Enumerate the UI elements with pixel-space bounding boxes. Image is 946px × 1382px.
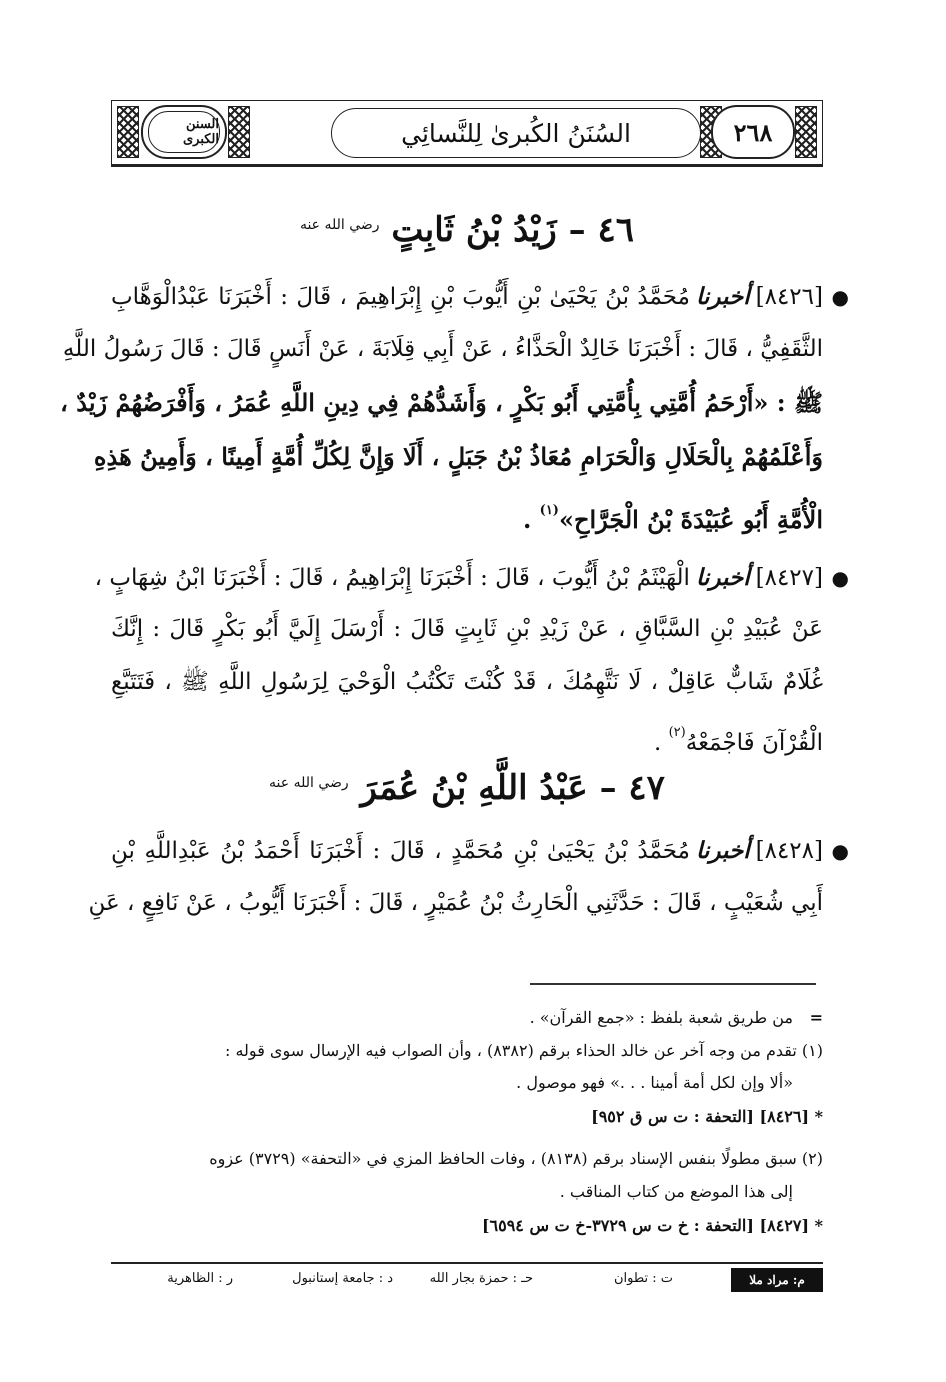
asterisk-icon: * [814,1216,823,1235]
footnote-1-line-2 [111,1068,823,1098]
hadith-text: الثَّقَفِيُّ ، قَالَ : أَخْبَرَنَا خَالِدٌ الْحَذَّاءُ ، عَنْ أَبِي قِلَابَةَ ، عَنْ أَنَسٍ قَالَ : قَالَ رَسُولُ اللَّهِ [62,336,823,362]
footer-rule [111,1262,823,1264]
hadith-text: عَنْ عُبَيْدِ بْنِ السَّبَّاقِ ، عَنْ زَيْدِ بْنِ ثَابِتٍ قَالَ : أَرْسَلَ إِلَيَّ أَبُو بَكْرٍ قَالَ : إِنَّكَ [111,616,823,642]
bullet-icon: ● [831,839,849,863]
hadith-8426-line-2 [62,324,823,374]
section-heading-46 [111,200,823,250]
hadith-matn: ﷺ : «أَرْحَمُ أُمَّتِي بِأُمَّتِي أَبُو بَكْرٍ ، وَأَشَدُّهُمْ فِي دِينِ اللَّهِ عُمَرُ ، وَأَفْرَضُهُمْ زَيْدٌ ، [60,388,823,417]
footnote-2-line-2 [111,1177,823,1207]
ornament-pattern-right-outer [795,106,817,158]
hadith-matn: وَأَعْلَمُهُمْ بِالْحَلَالِ وَالْحَرَامِ مُعَاذُ بْنُ جَبَلٍ ، أَلَا وَإِنَّ لِكُلِّ أُمَّةٍ أَمِينًا ، وَأَمِينُ هَذِهِ [93,442,823,471]
tuhfa-reference: [٨٤٢٧] [التحفة : خ ت س ٣٧٢٩-خ ت س ٦٥٩٤] [481,1216,810,1235]
section-heading-text: ٤٦ – زَيْدُ بْنُ ثَابِتٍ [391,210,635,250]
page-number-medallion [711,105,795,159]
running-title: السُنَنُ الكُبرىٰ لِلنَّسائِي [331,108,701,158]
manuscript-tatwan: ت : تطوان [613,1271,673,1286]
hadith-8427-line-1 [94,553,849,603]
footnote-text: (١) تقدم من وجه آخر عن خالد الحذاء برقم (٨٣٨٢) ، وأن الصواب فيه الإرسال سوى قوله : [225,1041,823,1060]
bullet-icon: ● [831,566,849,590]
footnote-text: (٢) سبق مطولًا بنفس الإسناد برقم (٨١٣٨) ، وفات الحافظ المزي في «التحفة» (٣٧٢٩) عزوه [209,1149,823,1168]
akhbarana-mark: أخبرنا [695,837,750,864]
akhbarana-mark: أخبرنا [695,564,750,591]
tuhfa-8426 [111,1102,823,1132]
hadith-8426-line-1 [111,272,849,322]
hadith-text: الْقُرْآنَ فَاجْمَعْهُ [685,730,823,756]
hadith-text: مُحَمَّدُ بْنُ يَحْيَىٰ بْنِ أَيُّوبَ بْنِ إِبْرَاهِيمَ ، قَالَ : أَخْبَرَنَا عَبْدُالْوَهَّابِ [111,284,690,310]
footnote-marker: (١) [539,503,559,518]
footnote-text: «ألا وإن لكل أمة أمينا . . .» فهو موصول . [516,1073,793,1092]
ornament-pattern-left-outer [117,106,139,158]
manuscript-istanbul: د : جامعة إستانبول [292,1271,393,1286]
hadith-8428-line-2 [88,878,823,928]
footnote-text: من طريق شعبة بلفظ : «جمع القرآن» . [529,1008,793,1027]
ornament-pattern-left-inner [228,106,250,158]
full-stop: . [522,505,532,534]
asterisk-icon: * [814,1107,823,1126]
hadith-text: غُلَامٌ شَابٌّ عَاقِلٌ ، لَا نَتَّهِمُكَ ، قَدْ كُنْتَ تَكْتُبُ الْوَحْيَ لِرَسُولِ اللَّهِ ﷺ ، فَتَتَبَّعِ [111,669,823,695]
honorific: رضي الله عنه [299,217,380,233]
hadith-8427-line-3 [111,657,823,707]
hadith-8426-line-5 [111,486,823,536]
manuscript-hamza: حـ : حمزة بجار الله [429,1271,533,1286]
hadith-number: [٨٤٢٨] [755,838,823,864]
tuhfa-reference: [٨٤٢٦] [التحفة : ت س ق ٩٥٢] [591,1107,810,1126]
page-number: ٢٦٨ [733,117,773,147]
hadith-8427-line-4 [111,708,823,758]
hadith-8426-line-4 [93,432,823,482]
honorific: رضي الله عنه [269,775,349,791]
footnote-text: إلى هذا الموضع من كتاب المناقب . [559,1182,793,1201]
footnote-2-line-1 [111,1144,823,1174]
hadith-text: مُحَمَّدُ بْنُ يَحْيَىٰ بْنِ مُحَمَّدٍ ، قَالَ : أَخْبَرَنَا أَحْمَدُ بْنُ عَبْدِاللَّهِ بْنِ [111,838,690,864]
manuscript-sigla-footer [111,1266,823,1292]
header-rule [111,164,823,167]
footnote-marker: (٢) [668,725,686,740]
tuhfa-8427 [111,1211,823,1241]
section-heading-47 [111,758,823,808]
hadith-number: [٨٤٢٧] [755,565,823,591]
footnote-separator [530,983,816,985]
bullet-icon: ● [831,285,849,309]
manuscript-zahiriya: ر : الظاهرية [167,1271,233,1286]
book-emblem-text: السنن الكبرى [148,111,220,153]
hadith-8427-line-2 [111,604,823,654]
akhbarana-mark: أخبرنا [695,283,750,310]
hadith-text: أَبِي شُعَيْبٍ ، قَالَ : حَدَّثَنِي الْحَارِثُ بْنُ عُمَيْرٍ ، قَالَ : أَخْبَرَنَا أَيُّوبُ ، عَنْ نَافِعٍ ، عَنِ [88,890,823,916]
continuation-marker: = [809,1008,823,1027]
footnote-1-line-1 [111,1036,823,1066]
hadith-matn: الْأُمَّةِ أَبُو عُبَيْدَةَ بْنُ الْجَرَّاحِ» [558,505,823,534]
hadith-8428-line-1 [111,826,849,876]
page-header [111,100,823,166]
footnote-continuation [111,1003,823,1033]
section-heading-text: ٤٧ – عَبْدُ اللَّهِ بْنُ عُمَرَ [360,768,665,808]
hadith-8426-line-3 [60,378,823,428]
hadith-number: [٨٤٢٦] [755,284,823,310]
full-stop: . [653,730,662,756]
hadith-text: الْهَيْثَمُ بْنُ أَيُّوبَ ، قَالَ : أَخْبَرَنَا إِبْرَاهِيمُ ، قَالَ : أَخْبَرَنَا ابْنُ شِهَابٍ ، [94,565,690,591]
book-emblem-medallion [141,105,227,159]
manuscript-badge: م: مراد ملا [731,1268,823,1292]
